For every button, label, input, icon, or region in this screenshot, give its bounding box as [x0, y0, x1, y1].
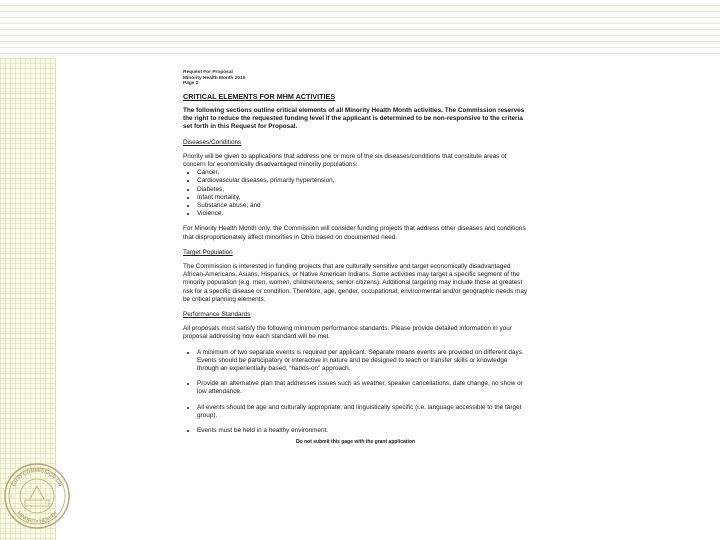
intro-paragraph: The following sections outline critical elements of all Minority Health Month activities. The Commission reserves the right to reduce the requested funding level if the applicant is determined to be non-responsive to the criteria set forth in this Request for Proposal.	[183, 106, 525, 131]
diseases-lead: Priority will be given to applications that address one or more of the six diseases/conditions that constitute areas of concern for economically disadvantaged minority populations:	[183, 152, 507, 168]
document-title: CRITICAL ELEMENTS FOR MHM ACTIVITIES	[183, 91, 336, 101]
header-line-2: Minority Health Month 2010	[183, 75, 246, 81]
header-line-3: Page 2	[183, 81, 199, 87]
performance-list	[183, 349, 528, 436]
list-item: • Provide an alternative plan that addresses issues such as weather, speaker cancellations, date change, no show or low attendance.	[197, 380, 528, 396]
diseases-note: For Minority Health Month only, the Commission will consider funding projects that address other diseases and conditions that disproportionately affect minorities in Ohio based on documented need.	[183, 225, 526, 241]
svg-text:OHIO COMMISSION ON	[11, 468, 63, 488]
seal-top-text: OHIO COMMISSION ON	[11, 467, 63, 488]
document-page	[183, 70, 528, 446]
top-stripe-band	[0, 0, 720, 58]
list-item: • Cardiovascular diseases, primarily hypertension,	[197, 177, 528, 185]
list-item: • Infant mortality,	[197, 194, 528, 202]
list-item: • A minimum of two separate events is required per applicant. Separate means events are provided on different days. Events should be participatory or interactive in nature and be designed to teach or transfer skills or knowledge through an experientially based, “hands-on” approach.	[197, 349, 528, 374]
diseases-heading: Diseases/Conditions	[183, 138, 242, 146]
target-body: The Commission is interested in funding projects that are culturally sensitive and target economically disadvantaged African-Americans, Asians, Hispanics, or Native American Indians. Some activities may target a specific segment of the minority population (e.g. men, women, children/teens, senior citizens). Additional targeting may include those at greatest risk for a specific disease or condition. Therefore, age, gender, occupational, environmental and/or geographic needs may be critical planning elements.	[183, 263, 528, 303]
list-item: • Cancer,	[197, 169, 528, 177]
list-item: • Violence.	[197, 210, 528, 218]
performance-heading: Performance Standards	[183, 311, 251, 319]
diseases-list	[183, 169, 528, 218]
header-line-1: Request For Proposal	[183, 70, 233, 75]
list-item: • Diabetes,	[197, 186, 528, 194]
svg-text:MINORITY HEALTH	[16, 510, 59, 525]
commission-seal-icon	[3, 462, 71, 530]
seal-bottom-text: MINORITY HEALTH	[15, 510, 59, 525]
target-heading: Target Population	[183, 248, 233, 256]
list-item: • All events should be age and culturally appropriate, and linguistically specific (i.e. language accessible to the target group).	[197, 404, 528, 420]
footer-note: Do not submit this page with the grant application	[296, 439, 415, 446]
list-item: • Substance abuse; and	[197, 202, 528, 210]
list-item: • Events must be held in a healthy environment.	[197, 427, 528, 435]
performance-lead: All proposals must satisfy the following minimum performance standards. Please provide detailed information in your proposal addressing how each standard will be met.	[183, 325, 512, 341]
